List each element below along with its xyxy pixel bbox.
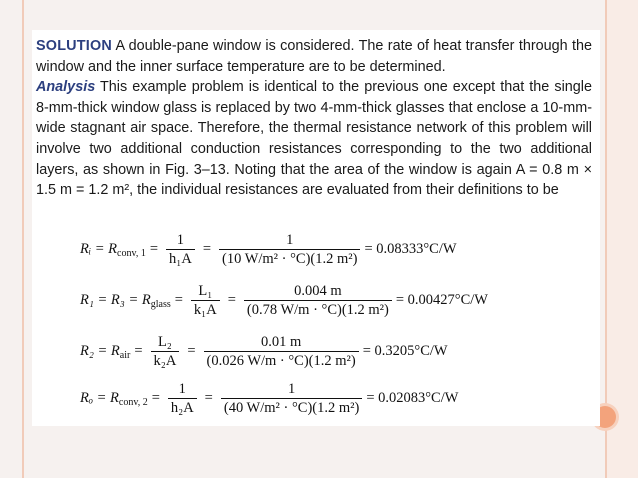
fraction-symbolic: $\frac{\text{L₂}}{\text{k₂A}}$ xyxy=(151,333,180,370)
solution-heading: SOLUTION xyxy=(36,38,112,54)
equation-result: = 0.02083°C/W xyxy=(366,390,459,406)
solution-text: A double-pane window is considered. The rate of heat transfer through the window and the inner surface temperature are to be determined. xyxy=(36,38,592,75)
equation-r-glass: $R_1 = R_3 = R_{glass}$ = $\frac{\text{L₁}}{\text{k₁A}}$ = $\frac{0.004 m}{\text{(0.78 W/m · °C)(1.2 m²)}}$ = 0.00427°C/W xyxy=(80,283,488,318)
equation-lhs: Rᵢ = $R_{conv, 1}$ xyxy=(80,240,146,259)
analysis-text: This example problem is identical to the previous one except that the single 8-mm-thick window glass is replaced by two 4-mm-thick glasses that enclose a 10-mm-wide stagnant air space. Therefore, the thermal resistance network of this problem will involve two additional conduction resistances corresponding to the two additional layers, as shown in Fig. 3–13. Noting that the area of the window is again A = 0.8 m × 1.5 m = 1.2 m², the individual resistances are evaluated from their definitions to be xyxy=(36,79,592,199)
equation-lhs: $R_2 = R_{air}$ xyxy=(80,342,131,361)
fraction-symbolic: $\frac{1}{\text{h₂A}}$ xyxy=(168,380,197,417)
slide-content xyxy=(32,30,600,426)
equation-lhs: $R_1 = R_3 = R_{glass}$ xyxy=(80,291,171,310)
equation-lhs: $R_o = R_{conv, 2}$ xyxy=(80,389,148,408)
fraction-numeric: $\frac{0.01 m}{\text{(0.026 W/m · °C)(1.2 m²)}}$ xyxy=(204,333,359,370)
fraction-numeric: $\frac{0.004 m}{\text{(0.78 W/m · °C)(1.2 m²)}}$ xyxy=(244,282,392,319)
equation-r-i: Rᵢ = $R_{conv, 1}$ = $\frac{1}{\text{h₁A}}$ = $\frac{1}{\text{(10 W/m² · °C)(1.2 m²)}}$ = 0.08333°C/W xyxy=(80,232,457,267)
equation-result: = 0.3205°C/W xyxy=(362,343,448,359)
left-accent-line xyxy=(22,0,24,478)
fraction-numeric: $\frac{1}{\text{(40 W/m² · °C)(1.2 m²)}}$ xyxy=(221,380,362,417)
analysis-heading: Analysis xyxy=(36,79,96,96)
equation-r-air: $R_2 = R_{air}$ = $\frac{\text{L₂}}{\text{k₂A}}$ = $\frac{0.01 m}{\text{(0.026 W/m · °C)(1.2 m²)}}$ = 0.3205°C/W xyxy=(80,334,448,369)
fraction-symbolic: $\frac{1}{\text{h₁A}}$ xyxy=(166,231,195,268)
fraction-symbolic: $\frac{\text{L₁}}{\text{k₁A}}$ xyxy=(191,282,220,319)
solution-paragraph xyxy=(36,36,592,201)
equation-result: = 0.08333°C/W xyxy=(364,241,457,257)
fraction-numeric: $\frac{1}{\text{(10 W/m² · °C)(1.2 m²)}}$ xyxy=(219,231,360,268)
equation-r-o: $R_o = R_{conv, 2}$ = $\frac{1}{\text{h₂A}}$ = $\frac{1}{\text{(40 W/m² · °C)(1.2 m²)}}$ = 0.02083°C/W xyxy=(80,381,459,416)
slide-right-margin xyxy=(606,0,638,478)
equation-result: = 0.00427°C/W xyxy=(395,292,488,308)
